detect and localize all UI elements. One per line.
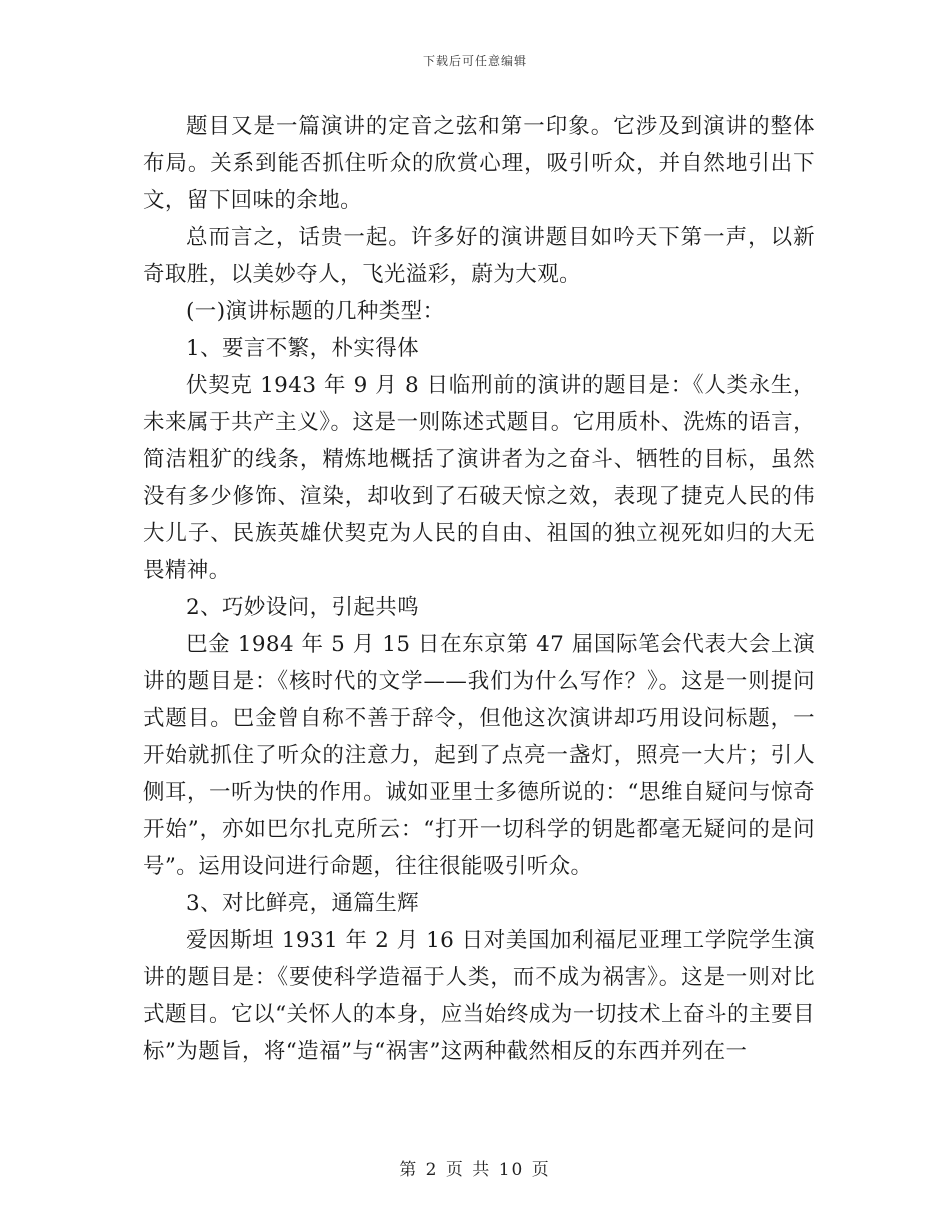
- subheading-type-1: 1、要言不繁，朴实得体: [186, 336, 420, 361]
- subheading-type-2: 2、巧妙设问，引起共鸣: [186, 595, 420, 620]
- section-heading-title-types: (一)演讲标题的几种类型：: [186, 299, 445, 324]
- document-body: [143, 108, 815, 1070]
- paragraph-intro-title-role: 题目又是一篇演讲的定音之弦和第一印象。它涉及到演讲的整体布局。关系到能否抓住听众的欣赏心理，吸引听众，并自然地引出下文，留下回味的余地。: [143, 114, 815, 213]
- paragraph-fucik-example: 伏契克 1943 年 9 月 8 日临刑前的演讲的题目是：《人类永生，未来属于共产主义》。这是一则陈述式题目。它用质朴、洗炼的语言，简洁粗犷的线条，精炼地概括了演讲者为之奋斗、牺牲的目标，虽然没有多少修饰、渲染，却收到了石破天惊之效，表现了捷克人民的伟大儿子、民族英雄伏契克为人民的自由、祖国的独立视死如归的大无畏精神。: [143, 373, 815, 583]
- paragraph-einstein-example: 爱因斯坦 1931 年 2 月 16 日对美国加利福尼亚理工学院学生演讲的题目是：《要使科学造福于人类，而不成为祸害》。这是一则对比式题目。它以“关怀人的本身，应当始终成为一切技术上奋斗的主要目标”为题旨，将“造福”与“祸害”这两种截然相反的东西并列在一: [143, 928, 815, 1064]
- page-header: 下载后可任意编辑: [422, 54, 527, 68]
- paragraph-bajin-example: 巴金 1984 年 5 月 15 日在东京第 47 届国际笔会代表大会上演讲的题目是：《核时代的文学——我们为什么写作？》。这是一则提问式题目。巴金曾自称不善于辞令，但他这次演讲却巧用设问标题，一开始就抓住了听众的注意力，起到了点亮一盏灯，照亮一大片；引人侧耳，一听为快的作用。诚如亚里士多德所说的：“思维自疑问与惊奇开始”，亦如巴尔扎克所云：“打开一切科学的钥匙都毫无疑问的是问号”。运用设问进行命题，往往很能吸引听众。: [143, 632, 815, 879]
- page-number-footer: 第 2 页 共 10 页: [399, 1160, 551, 1180]
- paragraph-summary: 总而言之，话贵一起。许多好的演讲题目如吟天下第一声，以新奇取胜，以美妙夺人，飞光溢彩，蔚为大观。: [143, 225, 815, 287]
- subheading-type-3: 3、对比鲜亮，通篇生辉: [186, 891, 420, 916]
